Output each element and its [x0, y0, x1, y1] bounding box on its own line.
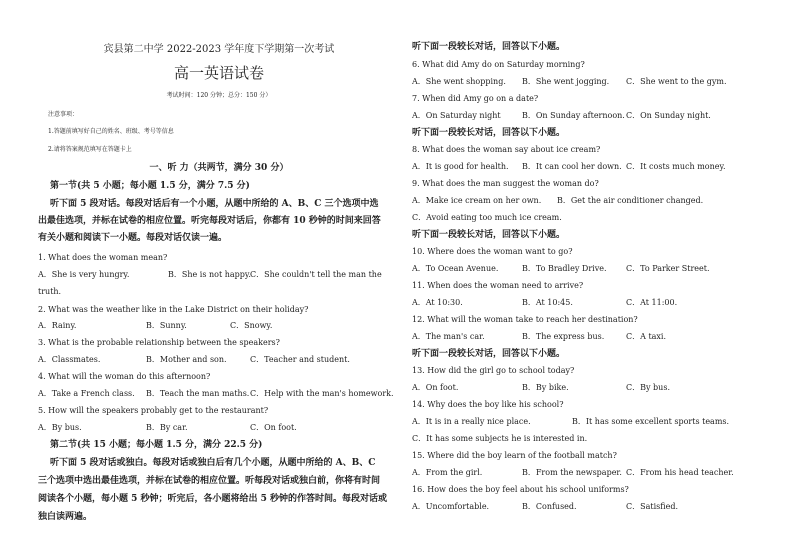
option-b: B．It has some excellent sports teams. — [572, 417, 730, 426]
option-c: C．To Parker Street. — [626, 264, 710, 273]
option-c: C．Snowy. — [230, 321, 273, 330]
exam-title: 宾县第二中学 2022-2023 学年度下学期第一次考试 — [103, 44, 335, 55]
option-b: B．Confused. — [522, 502, 577, 511]
option-b: B．Get the air conditioner changed. — [557, 196, 704, 205]
option-c: C．She couldn't tell the man the — [250, 270, 382, 279]
option-a: A．She is very hungry. — [38, 270, 130, 279]
question-7: 7. When did Amy go on a date? — [412, 94, 539, 103]
option-a: A．Rainy. — [38, 321, 77, 330]
option-a: A．From the girl. — [412, 468, 483, 477]
option-c-continued: truth. — [38, 287, 62, 296]
option-c: C．On foot. — [250, 423, 297, 432]
option-a: A．She went shopping. — [412, 77, 506, 86]
option-a: A．On foot. — [412, 383, 459, 392]
option-b: B．She is not happy. — [168, 270, 251, 279]
option-b: B．The express bus. — [522, 332, 605, 341]
note-item: 2.请将答案规范填写在答题卡上 — [48, 146, 132, 153]
option-a: A．At 10:30. — [412, 298, 463, 307]
part2-instruction: 三个选项中选出最佳选项，并标在试卷的相应位置。听每段对话或独白前，你将有时间 — [38, 476, 381, 486]
question-4: 4. What will the woman do this afternoon? — [38, 372, 211, 381]
option-c: C．From his head teacher. — [626, 468, 734, 477]
option-a: A．By bus. — [38, 423, 82, 432]
option-a: A．To Ocean Avenue. — [412, 264, 499, 273]
option-b: B．By car. — [146, 423, 188, 432]
option-a: A．The man's car. — [412, 332, 485, 341]
part2-instruction: 独白读两遍。 — [38, 512, 93, 522]
part2-instruction: 听下面 5 段对话或独白。每段对话或独白后有几个小题，从题中所给的 A、B、C — [50, 458, 376, 468]
option-c: C．It has some subjects he is interested in. — [412, 434, 588, 443]
part1-title: 第一节(共 5 小题；每小题 1.5 分，满分 7.5 分) — [50, 181, 250, 191]
option-c: C．A taxi. — [626, 332, 667, 341]
option-a: A．Make ice cream on her own. — [412, 196, 542, 205]
question-10: 10. Where does the woman want to go? — [412, 247, 573, 256]
option-b: B．On Sunday afternoon. — [522, 111, 625, 120]
group-heading: 听下面一段较长对话，回答以下小题。 — [412, 230, 566, 240]
option-b: B．Mother and son. — [146, 355, 227, 364]
question-2: 2. What was the weather like in the Lake District on their holiday? — [38, 305, 309, 314]
question-16: 16. How does the boy feel about his school uniforms? — [412, 485, 629, 494]
option-b: B．She went jogging. — [522, 77, 610, 86]
option-c: C．At 11:00. — [626, 298, 678, 307]
option-b: B．At 10:45. — [522, 298, 573, 307]
option-a: A．Classmates. — [38, 355, 101, 364]
question-15: 15. Where did the boy learn of the football match? — [412, 451, 617, 460]
option-b: B．Sunny. — [146, 321, 187, 330]
question-5: 5. How will the speakers probably get to the restaurant? — [38, 406, 269, 415]
part1-instruction: 有关小题和阅读下一小题。每段对话仅读一遍。 — [38, 233, 228, 243]
option-c: C．Avoid eating too much ice cream. — [412, 213, 562, 222]
part1-instruction: 出最佳选项，并标在试卷的相应位置。听完每段对话后，你都有 10 秒钟的时间来回答 — [38, 216, 381, 226]
note-item: 1.答题前填写好自己的姓名、班级、考号等信息 — [48, 128, 174, 135]
question-11: 11. When does the woman need to arrive? — [412, 281, 584, 290]
option-b: B．From the newspaper. — [522, 468, 622, 477]
question-3: 3. What is the probable relationship between the speakers? — [38, 338, 280, 347]
option-c: C．It costs much money. — [626, 162, 726, 171]
exam-subtitle: 高一英语试卷 — [173, 64, 264, 82]
option-c: C．Satisfied. — [626, 502, 678, 511]
option-a: A．It is good for health. — [412, 162, 509, 171]
part1-instruction: 听下面 5 段对话。每段对话后有一个小题，从题中所给的 A、B、C 三个选项中选 — [50, 199, 379, 209]
question-9: 9. What does the man suggest the woman do? — [412, 179, 599, 188]
question-14: 14. Why does the boy like his school? — [412, 400, 564, 409]
option-c: C．Teacher and student. — [250, 355, 350, 364]
group-heading: 听下面一段较长对话，回答以下小题。 — [412, 42, 566, 52]
part2-instruction: 阅读各个小题，每小题 5 秒钟；听完后，各小题将给出 5 秒钟的作答时间。每段对话或 — [38, 494, 388, 504]
option-c: C．On Sunday night. — [626, 111, 711, 120]
part2-title: 第二节(共 15 小题；每小题 1.5 分，满分 22.5 分) — [50, 440, 263, 450]
option-a: A．Take a French class. — [38, 389, 135, 398]
question-6: 6. What did Amy do on Saturday morning? — [412, 60, 585, 69]
option-b: B．By bike. — [522, 383, 569, 392]
question-12: 12. What will the woman take to reach her destination? — [412, 315, 638, 324]
group-heading: 听下面一段较长对话，回答以下小题。 — [412, 128, 566, 138]
question-13: 13. How did the girl go to school today? — [412, 366, 575, 375]
option-c: C．Help with the man's homework. — [250, 389, 394, 398]
option-c: C．She went to the gym. — [626, 77, 727, 86]
question-8: 8. What does the woman say about ice cream? — [412, 145, 601, 154]
option-b: B．It can cool her down. — [522, 162, 622, 171]
section-one-title: 一、听 力（共两节，满分 30 分） — [149, 163, 289, 173]
option-b: B．Teach the man maths. — [146, 389, 250, 398]
option-c: C．By bus. — [626, 383, 670, 392]
question-1: 1. What does the woman mean? — [38, 253, 168, 262]
option-a: A．It is in a really nice place. — [412, 417, 531, 426]
option-b: B．To Bradley Drive. — [522, 264, 607, 273]
notes-heading: 注意事项： — [48, 111, 79, 118]
option-a: A．Uncomfortable. — [412, 502, 490, 511]
exam-meta: 考试时间：120 分钟；总分：150 分） — [166, 92, 272, 99]
group-heading: 听下面一段较长对话，回答以下小题。 — [412, 349, 566, 359]
option-a: A．On Saturday night — [412, 111, 501, 120]
